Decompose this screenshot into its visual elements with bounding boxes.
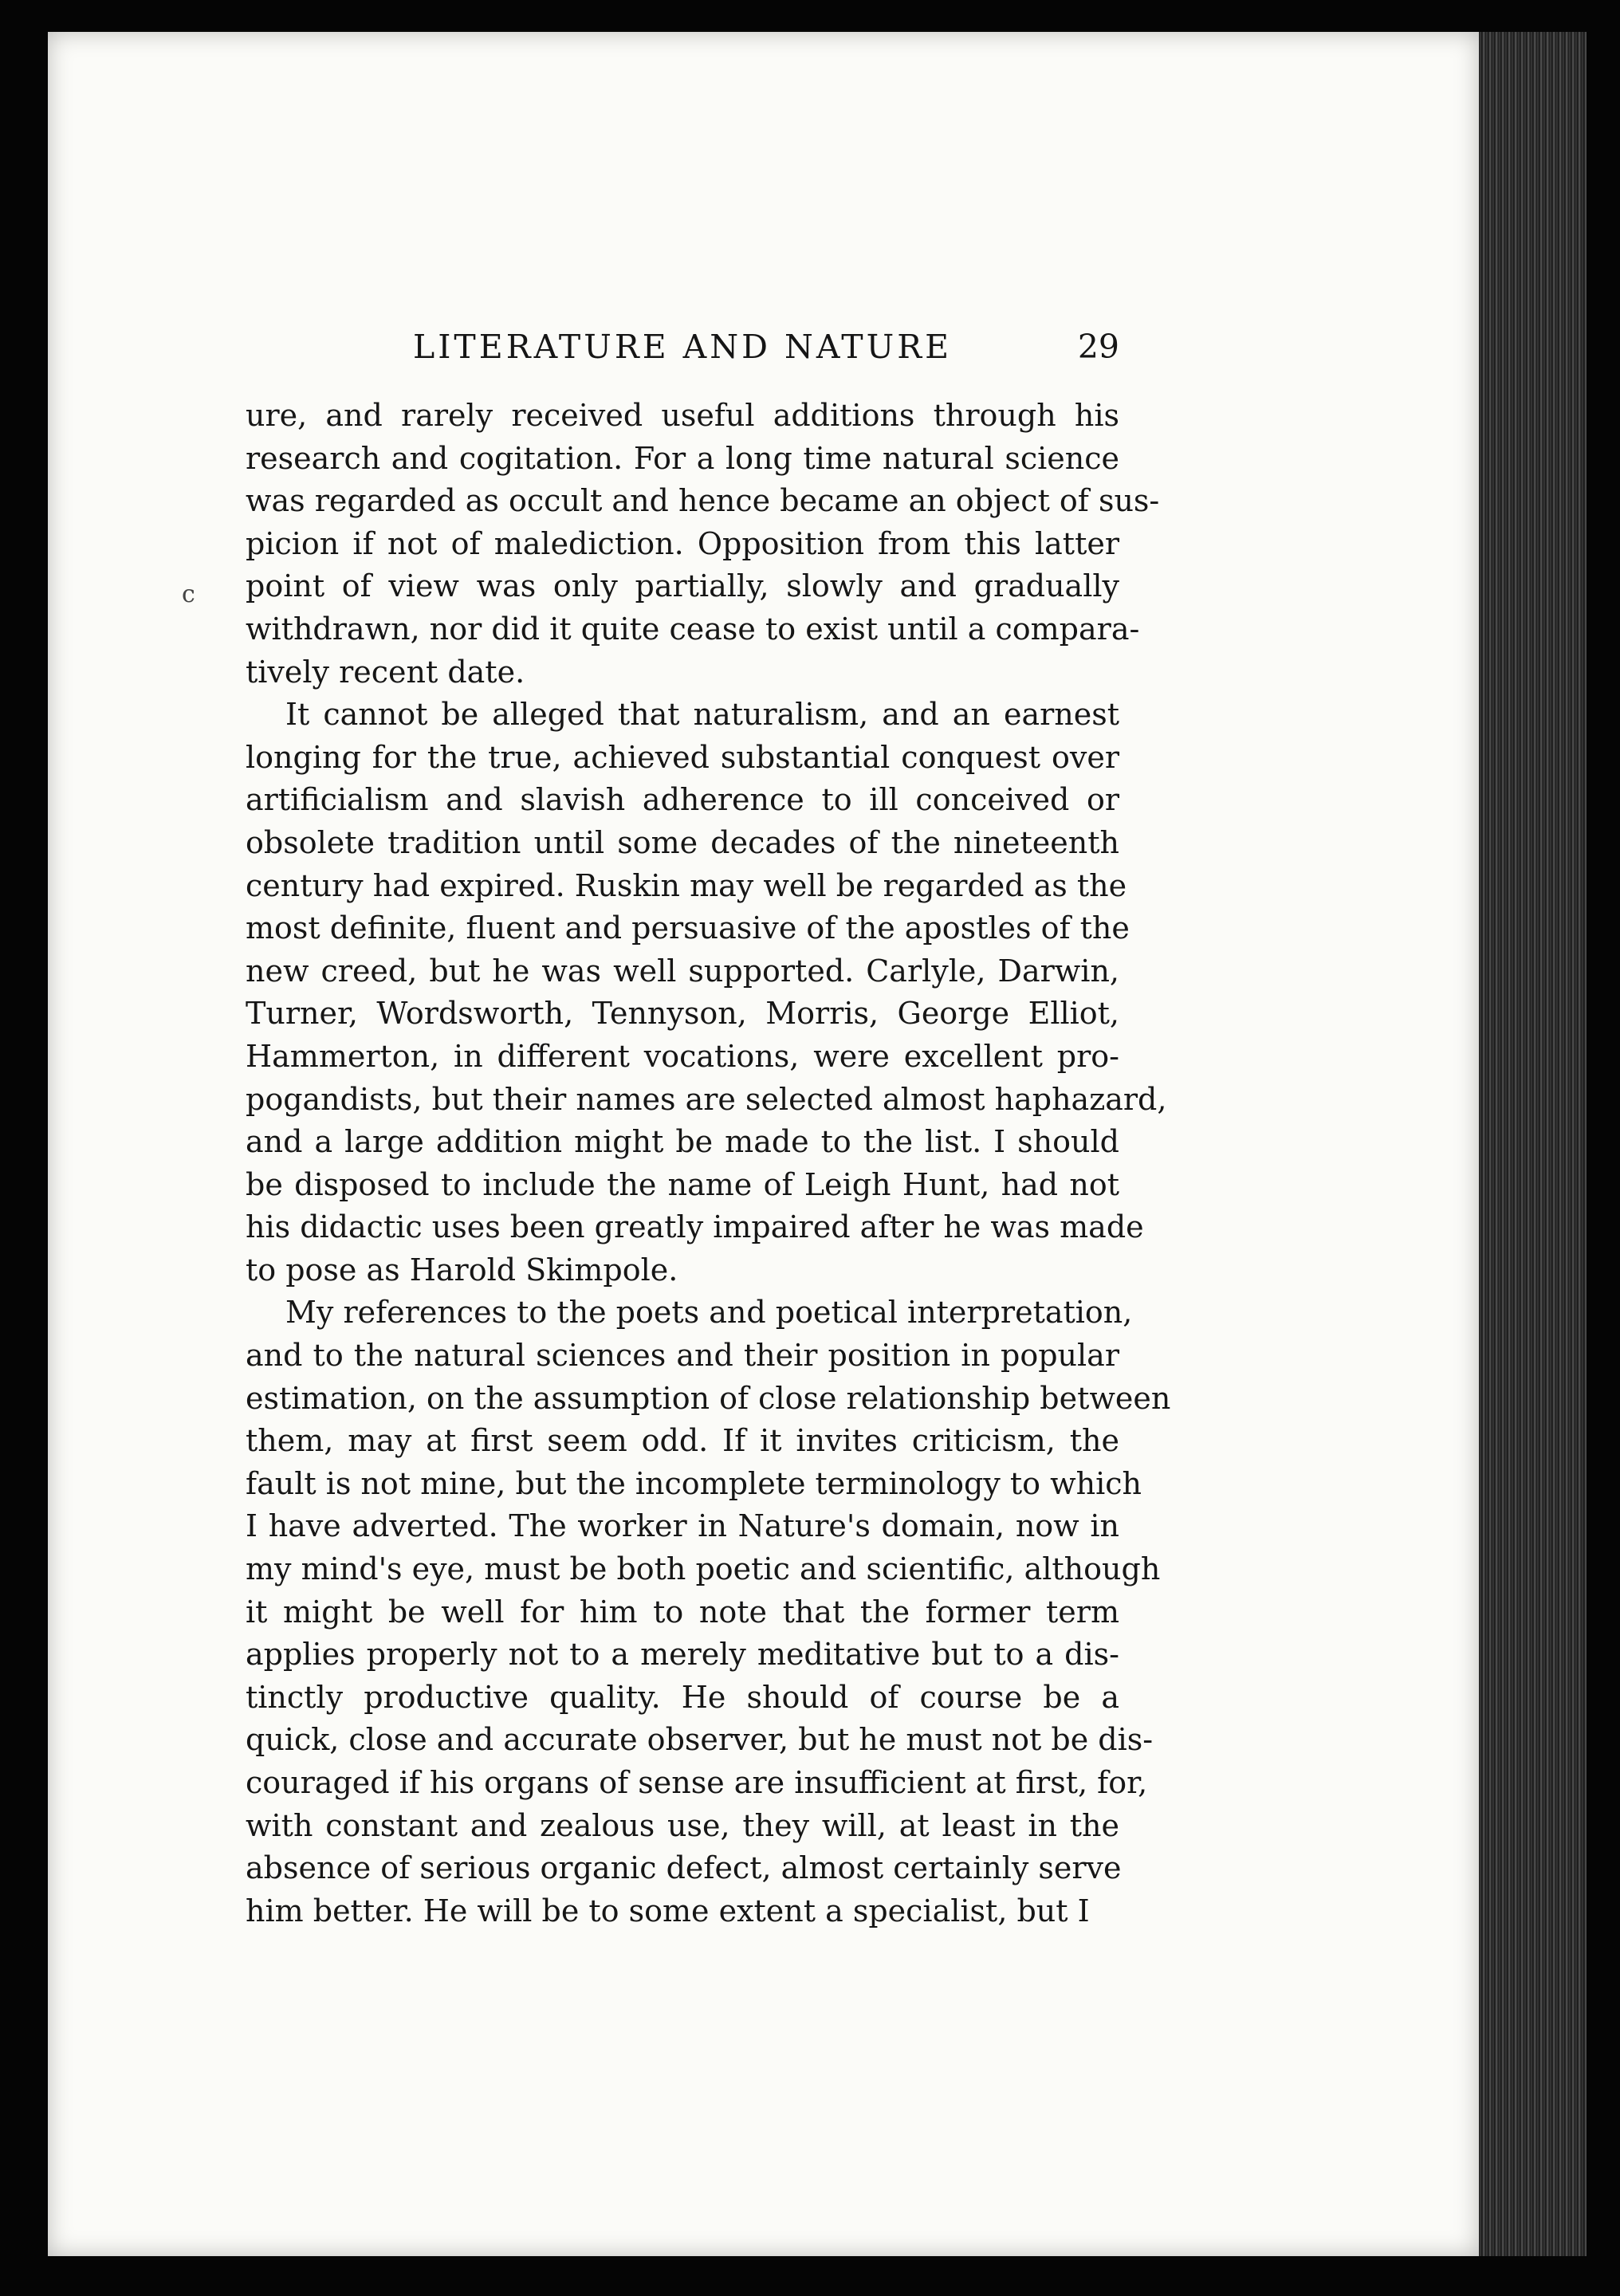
- text-line: with constant and zealous use, they will, at least in the: [246, 1807, 1119, 1843]
- text-line: tively recent date.: [246, 654, 525, 690]
- text-line: fault is not mine, but the incomplete terminology to which: [246, 1465, 1142, 1501]
- page-number: 29: [1077, 328, 1119, 366]
- text-line: his didactic uses been greatly impaired after he was made: [246, 1209, 1144, 1245]
- text-line: pogandists, but their names are selected almost haphazard,: [246, 1081, 1167, 1117]
- text-line: applies properly not to a merely meditative but to a dis-: [246, 1637, 1119, 1673]
- text-line: longing for the true, achieved substantial conquest over: [246, 739, 1119, 775]
- text-line: research and cogitation. For a long time natural science: [246, 440, 1119, 476]
- text-line: most definite, fluent and persuasive of the apostles of the: [246, 910, 1130, 946]
- text-line: and a large addition might be made to the list. I should: [246, 1124, 1119, 1160]
- paragraph: [246, 1292, 1171, 1932]
- text-line: tinctly productive quality. He should of course be a: [246, 1679, 1119, 1715]
- text-line: I have adverted. The worker in Nature's domain, now in: [246, 1508, 1119, 1544]
- text-line: Hammerton, in different vocations, were excellent pro-: [246, 1038, 1119, 1074]
- body-text: [246, 395, 1171, 1932]
- margin-pencil-mark: c: [182, 580, 195, 608]
- text-line: point of view was only partially, slowly and gradually: [246, 568, 1119, 604]
- text-line: was regarded as occult and hence became an object of sus-: [246, 483, 1160, 519]
- text-line: him better. He will be to some extent a specialist, but I: [246, 1893, 1090, 1928]
- text-line: withdrawn, nor did it quite cease to exist until a compara-: [246, 611, 1140, 647]
- text-line: couraged if his organs of sense are insufficient at first, for,: [246, 1765, 1148, 1800]
- text-line: my mind's eye, must be both poetic and scientific, although: [246, 1551, 1161, 1587]
- text-line: new creed, but he was well supported. Carlyle, Darwin,: [246, 953, 1119, 989]
- text-line: Turner, Wordsworth, Tennyson, Morris, George Elliot,: [246, 996, 1119, 1032]
- text-line: estimation, on the assumption of close relationship between: [246, 1380, 1171, 1416]
- text-line: My references to the poets and poetical interpretation,: [285, 1295, 1133, 1331]
- text-line: to pose as Harold Skimpole.: [246, 1252, 678, 1288]
- text-line: quick, close and accurate observer, but he must not be dis-: [246, 1722, 1154, 1758]
- page-edge-shadow: [1479, 32, 1587, 2256]
- text-line: and to the natural sciences and their position in popular: [246, 1338, 1119, 1374]
- text-line: them, may at first seem odd. If it invites criticism, the: [246, 1423, 1119, 1459]
- text-line: absence of serious organic defect, almost certainly serve: [246, 1850, 1122, 1886]
- text-line: it might be well for him to note that the former term: [246, 1594, 1119, 1630]
- text-line: obsolete tradition until some decades of the nineteenth: [246, 824, 1119, 860]
- text-line: artificialism and slavish adherence to ill conceived or: [246, 782, 1119, 818]
- paragraph: [246, 694, 1167, 1292]
- text-line: century had expired. Ruskin may well be regarded as the: [246, 867, 1127, 903]
- running-header: [246, 324, 1119, 369]
- text-line: It cannot be alleged that naturalism, and an earnest: [285, 697, 1119, 733]
- text-line: be disposed to include the name of Leigh Hunt, had not: [246, 1166, 1119, 1202]
- running-title: LITERATURE AND NATURE: [413, 328, 952, 366]
- text-line: ure, and rarely received useful additions through his: [246, 398, 1119, 433]
- text-line: picion if not of malediction. Opposition from this latter: [246, 525, 1119, 561]
- paragraph: [246, 395, 1160, 694]
